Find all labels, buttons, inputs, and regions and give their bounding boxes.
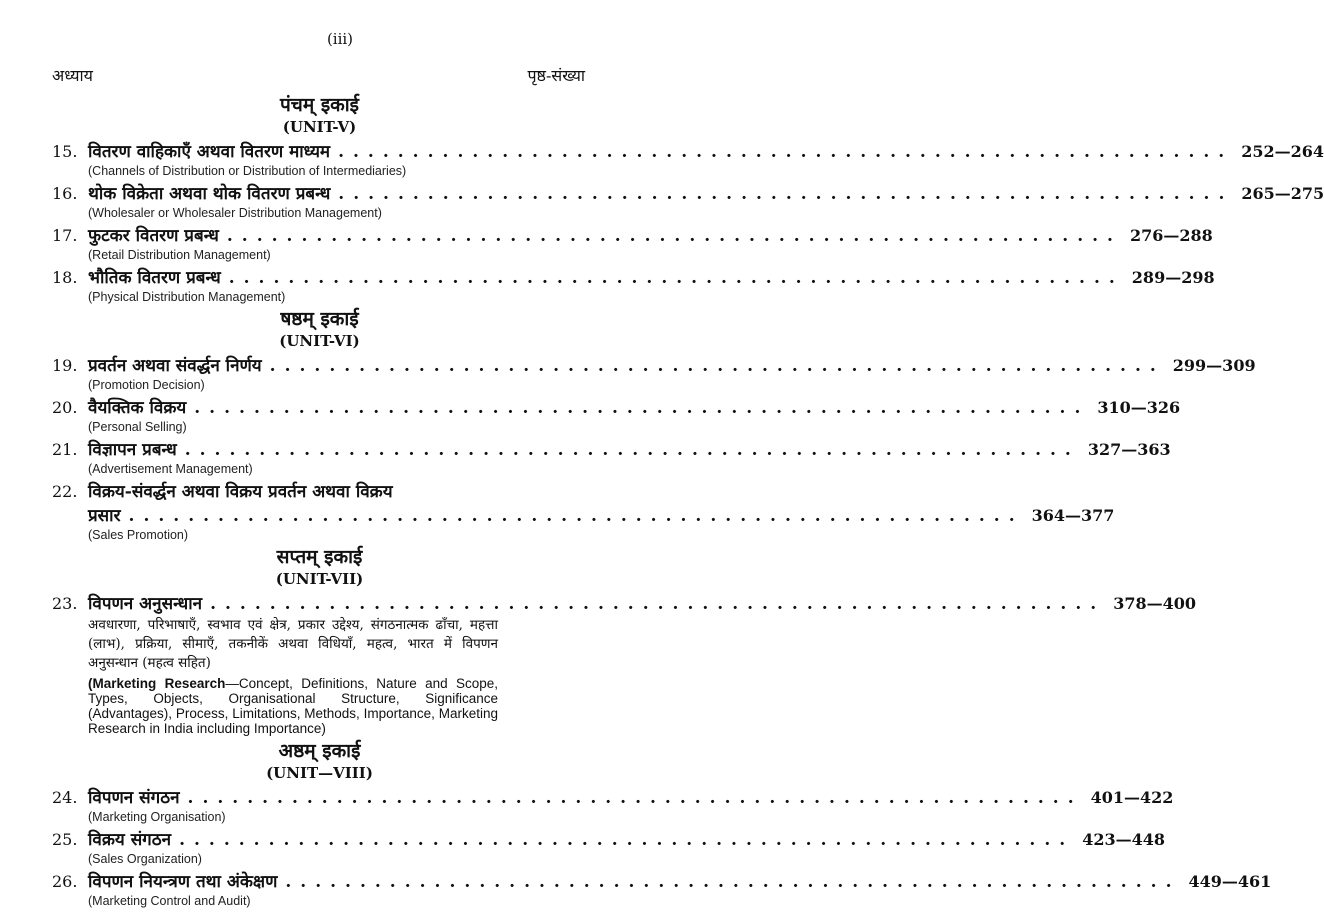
chapter-title-line (88, 786, 1174, 810)
dot-leader: ............................................................ (269, 356, 1165, 376)
chapter-number: 16. (52, 184, 78, 203)
chapter-title-line (88, 504, 1115, 528)
chapter-title-line (88, 438, 1171, 462)
chapter-title: विपणन अनुसन्धान (88, 594, 203, 614)
chapter-english-title: (Physical Distribution Management) (88, 290, 286, 304)
chapter-english-description (88, 676, 498, 736)
toc-entry[interactable] (52, 870, 1272, 908)
unit-title: षष्ठम् इकाई (280, 308, 359, 330)
page-range: 310—326 (1097, 398, 1181, 417)
english-description-text: —Concept, Definitions, Nature and Scope, Types, Objects, Organisational Structure, Significance (Advantages), Process, Limitations, Methods, Importance, Marketing Research in India including Importance) (88, 676, 498, 736)
chapter-number: 21. (52, 440, 78, 459)
chapter-title: वितरण वाहिकाएँ अथवा वितरण माध्यम (88, 142, 331, 162)
dot-leader: ............................................................ (226, 226, 1122, 246)
chapter-english-title: (Sales Promotion) (88, 528, 189, 542)
toc-entry[interactable] (52, 438, 1171, 476)
chapter-english-title: (Advertisement Management) (88, 462, 253, 476)
page-range: 265—275 (1241, 184, 1324, 203)
chapter-english-title: (Marketing Organisation) (88, 810, 226, 824)
dot-leader: ............................................................ (194, 398, 1090, 418)
page-range: 378—400 (1113, 594, 1196, 613)
chapter-title-line (88, 828, 1165, 852)
page-range: 252—264 (1241, 142, 1324, 161)
dot-leader: ............................................................ (210, 594, 1106, 614)
unit-subtitle: (UNIT-V) (282, 118, 357, 136)
unit-section (52, 740, 1272, 908)
chapter-title: फुटकर वितरण प्रबन्ध (88, 226, 219, 246)
page-range: 449—461 (1188, 872, 1272, 891)
dot-leader: ............................................................ (338, 142, 1234, 162)
chapter-english-title: (Promotion Decision) (88, 378, 205, 392)
chapter-number: 17. (52, 226, 78, 245)
chapter-english-title: (Retail Distribution Management) (88, 248, 271, 262)
page-range: 299—309 (1172, 356, 1256, 375)
chapter-number: 24. (52, 788, 78, 807)
toc-entry[interactable] (52, 592, 1196, 736)
chapter-title: वैयक्तिक विक्रय (88, 398, 187, 418)
chapter-title-line (88, 396, 1181, 420)
chapter-title: विपणन संगठन (88, 788, 180, 808)
chapter-number: 22. (52, 482, 78, 501)
unit-section (52, 308, 1256, 542)
page-range: 327—363 (1087, 440, 1171, 459)
chapter-title-text: विक्रय-संवर्द्धन अथवा विक्रय प्रवर्तन अथवा विक्रय (88, 482, 393, 502)
page-range: 364—377 (1031, 506, 1115, 525)
toc-entry[interactable] (52, 224, 1213, 262)
chapter-description: अवधारणा, परिभाषाएँ, स्वभाव एवं क्षेत्र, प्रकार उद्देश्य, संगठनात्मक ढाँचा, महत्ता (लाभ), प्रक्रिया, सीमाएँ, तकनीकें अथवा विधियाँ, महत्व, भारत में विपणन अनुसन्धान (महत्व सहित) (88, 617, 498, 671)
chapter-title-line (88, 592, 1196, 616)
dot-leader: ............................................................ (179, 830, 1075, 850)
english-title-bold: (Marketing Research (88, 676, 226, 691)
dot-leader: ............................................................ (187, 788, 1083, 808)
toc-entry[interactable] (52, 266, 1215, 304)
toc-entry[interactable] (52, 786, 1174, 824)
chapter-number: 26. (52, 872, 78, 891)
unit-section (52, 94, 1324, 304)
toc-entry[interactable] (52, 182, 1324, 220)
unit-title: अष्ठम् इकाई (278, 740, 361, 762)
chapter-title: विपणन नियन्त्रण तथा अंकेक्षण (88, 872, 278, 892)
chapter-title-line (88, 224, 1213, 248)
chapter-title: प्रसार (88, 506, 121, 526)
page-range: 276—288 (1129, 226, 1213, 245)
page-range: 289—298 (1131, 268, 1215, 287)
chapter-title-line (88, 870, 1272, 894)
chapter-title-line (88, 266, 1215, 290)
chapter-number: 15. (52, 142, 78, 161)
toc-entry[interactable] (52, 354, 1256, 392)
chapter-number: 19. (52, 356, 78, 375)
toc-entry[interactable] (52, 828, 1165, 866)
dot-leader: ............................................................ (184, 440, 1080, 460)
chapter-number: 20. (52, 398, 78, 417)
chapter-number: 25. (52, 830, 78, 849)
chapter-title: भौतिक वितरण प्रबन्ध (88, 268, 221, 288)
chapter-number: 18. (52, 268, 78, 287)
chapter-title-line (88, 140, 1324, 164)
unit-subtitle: (UNIT—VIII) (266, 764, 373, 782)
toc-entry[interactable] (52, 140, 1324, 178)
dot-leader: ............................................................ (338, 184, 1234, 204)
dot-leader: ............................................................ (228, 268, 1124, 288)
unit-subtitle: (UNIT-VII) (275, 570, 364, 588)
chapter-english-title: (Channels of Distribution or Distribution of Intermediaries) (88, 164, 407, 178)
chapter-column-header: अध्याय (52, 66, 93, 85)
dot-leader: ............................................................ (128, 506, 1024, 526)
toc-entry[interactable] (52, 480, 1115, 542)
unit-title: सप्तम् इकाई (276, 546, 363, 568)
unit-section (52, 546, 1196, 736)
page-range: 423—448 (1082, 830, 1165, 849)
chapter-title-line (88, 182, 1324, 206)
page-number: (iii) (326, 30, 354, 48)
chapter-english-title: (Personal Selling) (88, 420, 187, 434)
unit-title: पंचम् इकाई (279, 94, 359, 116)
chapter-title-line (88, 354, 1256, 378)
chapter-english-title: (Sales Organization) (88, 852, 202, 866)
chapter-title-line1 (88, 480, 587, 504)
chapter-title: विक्रय संगठन (88, 830, 172, 850)
toc-entry[interactable] (52, 396, 1181, 434)
table-of-contents (52, 94, 1324, 912)
dot-leader: ............................................................ (285, 872, 1181, 892)
page-column-header: पृष्ठ-संख्या (527, 66, 585, 85)
chapter-number: 23. (52, 594, 78, 613)
chapter-english-title: (Marketing Control and Audit) (88, 894, 251, 908)
chapter-title: प्रवर्तन अथवा संवर्द्धन निर्णय (88, 356, 262, 376)
page-range: 401—422 (1090, 788, 1174, 807)
chapter-english-title: (Wholesaler or Wholesaler Distribution Management) (88, 206, 382, 220)
chapter-title: थोक विक्रेता अथवा थोक वितरण प्रबन्ध (88, 184, 331, 204)
unit-subtitle: (UNIT-VI) (279, 332, 360, 350)
chapter-title: विज्ञापन प्रबन्ध (88, 440, 177, 460)
